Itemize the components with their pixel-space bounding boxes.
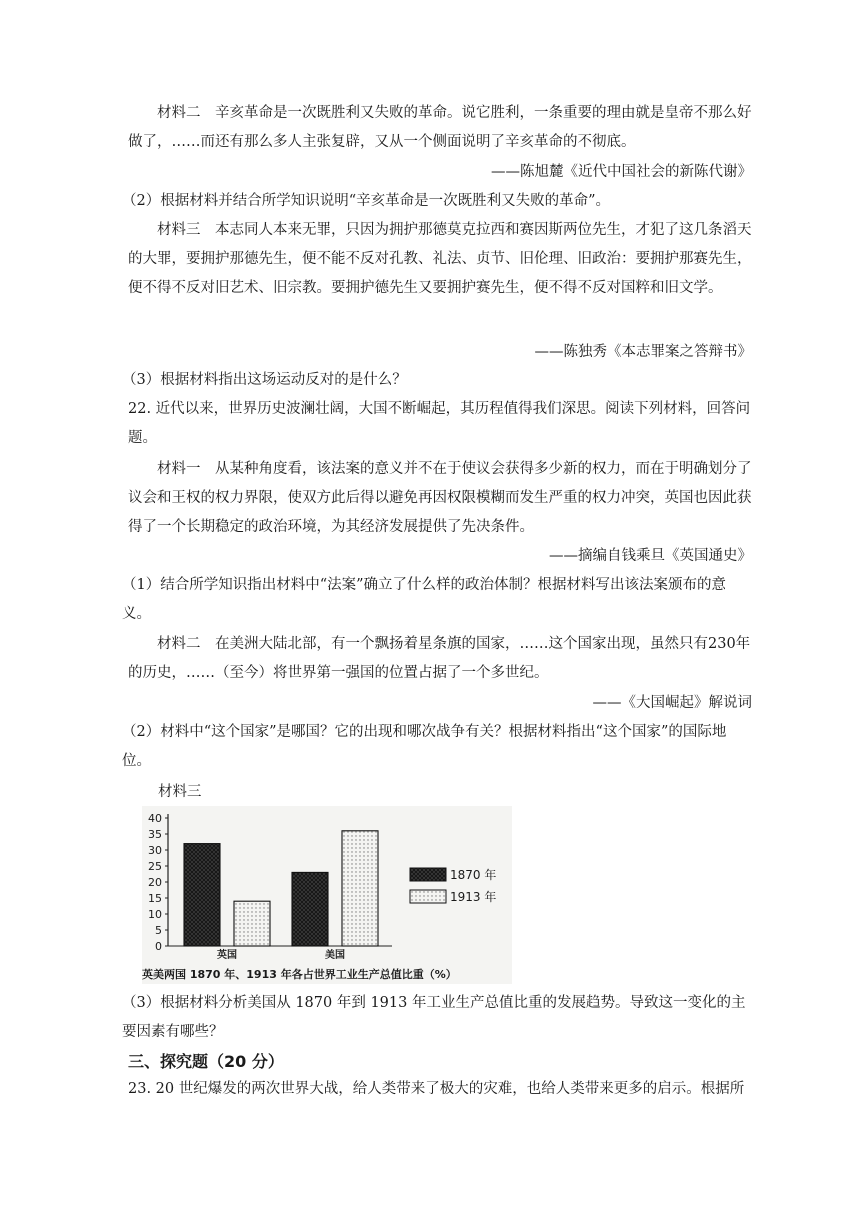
- legend-label: 1913 年: [450, 890, 497, 904]
- chart-legend: [410, 867, 496, 904]
- q21-material-3: [128, 216, 752, 303]
- y-tick-label: 35: [148, 828, 162, 841]
- y-tick-label: 25: [148, 860, 162, 873]
- chart-bars: [184, 831, 378, 961]
- y-tick-label: 20: [148, 876, 162, 889]
- category-label: 英国: [217, 950, 237, 961]
- y-tick-label: 0: [155, 940, 162, 953]
- legend-swatch: [410, 868, 446, 881]
- bar-us-1870: [292, 872, 328, 946]
- q22-material-2-text: 在美洲大陆北部，有一个飘扬着星条旗的国家，……这个国家出现，虽然只有230年的历史，……（至今）将世界第一强国的位置占据了一个多世纪。: [128, 636, 751, 681]
- q22-material-1-source: ——摘编自钱乘旦《英国通史》: [549, 548, 752, 564]
- q22-material-1-text: 从某种角度看，该法案的意义并不在于使议会获得多少新的权力，而在于明确划分了议会和王权的权力界限，使双方此后得以避免再因权限模糊而发生严重的权力冲突，英国也因此获得了一个长期稳定的政治环境，为其经济发展提供了先决条件。: [128, 461, 752, 535]
- legend-swatch: [410, 890, 446, 903]
- q22-material-2-source: ——《大国崛起》解说词: [592, 695, 752, 711]
- industrial-output-chart: [142, 806, 512, 984]
- q23-stem: 23. 20 世纪爆发的两次世界大战，给人类带来了极大的灾难，也给人类带来更多的启示。根据所: [128, 1081, 745, 1097]
- q21-material-2-source: ——陈旭麓《近代中国社会的新陈代谢》: [491, 164, 752, 180]
- bar-uk-1870: [184, 844, 220, 946]
- y-tick-label: 5: [155, 924, 162, 937]
- q22-material-1: [128, 455, 752, 542]
- q21-question-2: （2）根据材料并结合所学知识说明“辛亥革命是一次既胜利又失败的革命”。: [122, 193, 611, 209]
- chart-svg: [142, 806, 512, 984]
- legend-label: 1870 年: [450, 868, 497, 882]
- y-tick-label: 30: [148, 844, 162, 857]
- chart-title: 英美两国 1870 年、1913 年各占世界工业生产总值比重（%）: [142, 968, 457, 981]
- bar-us-1913: [342, 831, 378, 946]
- y-tick-label: 15: [148, 892, 162, 905]
- q22-question-1: （1）结合所学知识指出材料中“法案”确立了什么样的政治体制？根据材料写出该法案颁布的意义。: [122, 577, 727, 622]
- bar-uk-1913: [234, 901, 270, 946]
- q22-material-3-label: 材料三: [158, 784, 202, 800]
- section-3-heading: 三、探究题（20 分）: [128, 1052, 284, 1071]
- q21-material-2-text: 辛亥革命是一次既胜利又失败的革命。说它胜利，一条重要的理由就是皇帝不那么好做了，……而还有那么多人主张复辟，又从一个侧面说明了辛亥革命的不彻底。: [128, 105, 752, 150]
- q22-material-2-label: 材料二: [157, 636, 201, 652]
- q22-question-3: （3）根据材料分析美国从 1870 年到 1913 年工业生产总值比重的发展趋势。导致这一变化的主要因素有哪些？: [122, 995, 746, 1040]
- q21-material-3-source: ——陈独秀《本志罪案之答辩书》: [534, 344, 752, 360]
- q22-question-2: （2）材料中“这个国家”是哪国？它的出现和哪次战争有关？根据材料指出“这个国家”的国际地位。: [122, 724, 727, 769]
- y-tick-label: 40: [148, 812, 162, 825]
- y-tick-label: 10: [148, 908, 162, 921]
- q22-material-1-label: 材料一: [157, 461, 201, 477]
- q21-material-3-text: 本志同人本来无罪，只因为拥护那德莫克拉西和赛因斯两位先生，才犯了这几条滔天的大罪，要拥护那德先生，便不能不反对孔教、礼法、贞节、旧伦理、旧政治：要拥护那赛先生，便不得不反对旧艺术、旧宗教。要拥护德先生又要拥护赛先生，便不得不反对国粹和旧文学。: [128, 222, 752, 296]
- q21-material-2: [128, 99, 752, 157]
- category-label: 美国: [325, 950, 345, 961]
- q22-material-2: [128, 630, 752, 688]
- q21-question-3: （3）根据材料指出这场运动反对的是什么？: [122, 372, 407, 388]
- q21-material-3-label: 材料三: [157, 222, 201, 238]
- q22-stem: 22. 近代以来，世界历史波澜壮阔，大国不断崛起，其历程值得我们深思。阅读下列材料，回答问题。: [128, 401, 751, 446]
- q21-material-2-label: 材料二: [157, 105, 201, 121]
